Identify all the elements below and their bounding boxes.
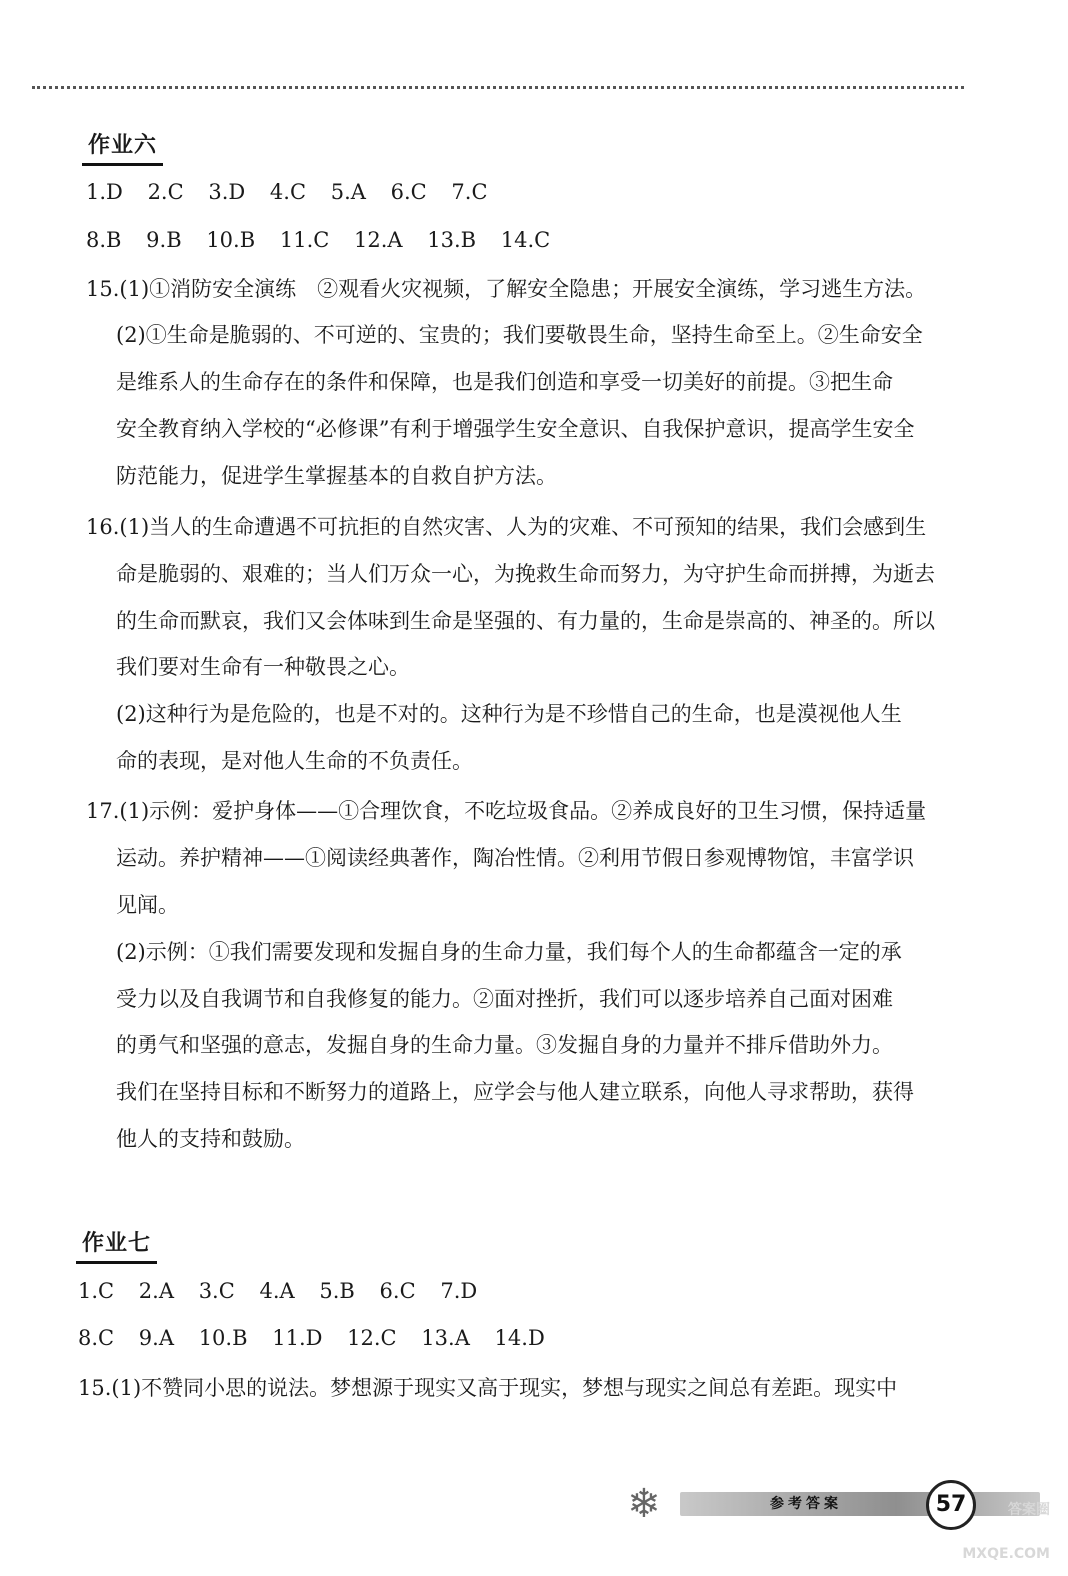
- mc-answers-row-2: [86, 225, 568, 255]
- mc-answer: 7.C: [451, 180, 488, 204]
- mc-answer: 3.C: [198, 1279, 235, 1303]
- mc-answer: 10.B: [206, 228, 256, 252]
- mc-answer: 5.A: [330, 180, 366, 204]
- mc-answer: 11.D: [272, 1326, 323, 1350]
- q17-line: 我们在坚持目标和不断努力的道路上，应学会与他人建立联系，向他人寻求帮助，获得: [116, 1080, 914, 1104]
- mc-answer: 14.D: [494, 1326, 545, 1350]
- q17-line: 他人的支持和鼓励。: [116, 1127, 305, 1151]
- mc-answers-row-1: [78, 1276, 495, 1306]
- mc-answers-row-1: [86, 177, 506, 207]
- mc-answer: 8.C: [78, 1326, 115, 1350]
- mc-answer: 6.C: [390, 180, 427, 204]
- q16-line: 的生命而默哀，我们又会体味到生命是坚强的、有力量的，生命是崇高的、神圣的。所以: [116, 609, 935, 633]
- mc-answer: 11.C: [279, 228, 330, 252]
- footer-label: 参考答案: [770, 1496, 842, 1512]
- mc-answer: 2.A: [138, 1279, 174, 1303]
- header-dotted-rule: [32, 86, 964, 89]
- mc-answer: 6.C: [379, 1279, 416, 1303]
- mc-answer: 14.C: [500, 228, 551, 252]
- q15-line: 是维系人的生命存在的条件和保障，也是我们创造和享受一切美好的前提。③把生命: [116, 370, 893, 394]
- watermark: 答案圈 MXQE.COM: [962, 1502, 1050, 1562]
- mc-answer: 1.D: [86, 180, 123, 204]
- mc-answer: 9.A: [138, 1326, 174, 1350]
- mc-answer: 9.B: [146, 228, 182, 252]
- section-title-7: 作业七: [76, 1226, 157, 1264]
- mc-answer: 3.D: [208, 180, 246, 204]
- q15-line: (2)①生命是脆弱的、不可逆的、宝贵的；我们要敬畏生命，坚持生命至上。②生命安全: [116, 323, 923, 347]
- mc-answer: 13.B: [427, 228, 477, 252]
- section-title-6: 作业六: [82, 128, 163, 166]
- mc-answer: 2.C: [147, 180, 184, 204]
- mc-answer: 13.A: [421, 1326, 470, 1350]
- q17-line: 见闻。: [116, 893, 179, 917]
- q16-line: 我们要对生命有一种敬畏之心。: [116, 655, 410, 679]
- mc-answer: 5.B: [319, 1279, 355, 1303]
- page-footer: [620, 1480, 1050, 1528]
- mc-answer: 1.C: [78, 1279, 115, 1303]
- mc-answer: 10.B: [198, 1326, 248, 1350]
- q15-line: 15.(1)①消防安全演练 ②观看火灾视频，了解安全隐患；开展安全演练，学习逃生方法。: [86, 277, 927, 301]
- snowflake-icon: ❄: [627, 1481, 661, 1527]
- q17-line: 运动。养护精神——①阅读经典著作，陶冶性情。②利用节假日参观博物馆，丰富学识: [116, 846, 914, 870]
- mc-answers-row-2: [78, 1323, 563, 1353]
- mc-answer: 4.A: [259, 1279, 295, 1303]
- page-number: 57: [926, 1480, 976, 1530]
- q17-line: 受力以及自我调节和自我修复的能力。②面对挫折，我们可以逐步培养自己面对困难: [116, 987, 893, 1011]
- q15-line: 安全教育纳入学校的“必修课”有利于增强学生安全意识、自我保护意识，提高学生安全: [116, 417, 915, 441]
- q15-line: 15.(1)不赞同小思的说法。梦想源于现实又高于现实，梦想与现实之间总有差距。现实中: [78, 1376, 898, 1400]
- q16-line: 命的表现，是对他人生命的不负责任。: [116, 749, 473, 773]
- q16-line: 命是脆弱的、艰难的；当人们万众一心，为挽救生命而努力，为守护生命而拼搏，为逝去: [116, 562, 935, 586]
- footer-bar: [680, 1492, 1040, 1516]
- mc-answer: 7.D: [440, 1279, 478, 1303]
- q15-line: 防范能力，促进学生掌握基本的自救自护方法。: [116, 464, 557, 488]
- mc-answer: 12.A: [354, 228, 403, 252]
- mc-answer: 8.B: [86, 228, 122, 252]
- q17-line: 的勇气和坚强的意志，发掘自身的生命力量。③发掘自身的力量并不排斥借助外力。: [116, 1033, 893, 1057]
- mc-answer: 12.C: [347, 1326, 397, 1350]
- q17-line: (2)示例：①我们需要发现和发掘自身的生命力量，我们每个人的生命都蕴含一定的承: [116, 940, 902, 964]
- q16-line: 16.(1)当人的生命遭遇不可抗拒的自然灾害、人为的灾难、不可预知的结果，我们会感到生: [86, 515, 927, 539]
- q16-line: (2)这种行为是危险的，也是不对的。这种行为是不珍惜自己的生命，也是漠视他人生: [116, 702, 902, 726]
- mc-answer: 4.C: [269, 180, 307, 204]
- q17-line: 17.(1)示例：爱护身体——①合理饮食，不吃垃圾食品。②养成良好的卫生习惯，保持适量: [86, 799, 927, 823]
